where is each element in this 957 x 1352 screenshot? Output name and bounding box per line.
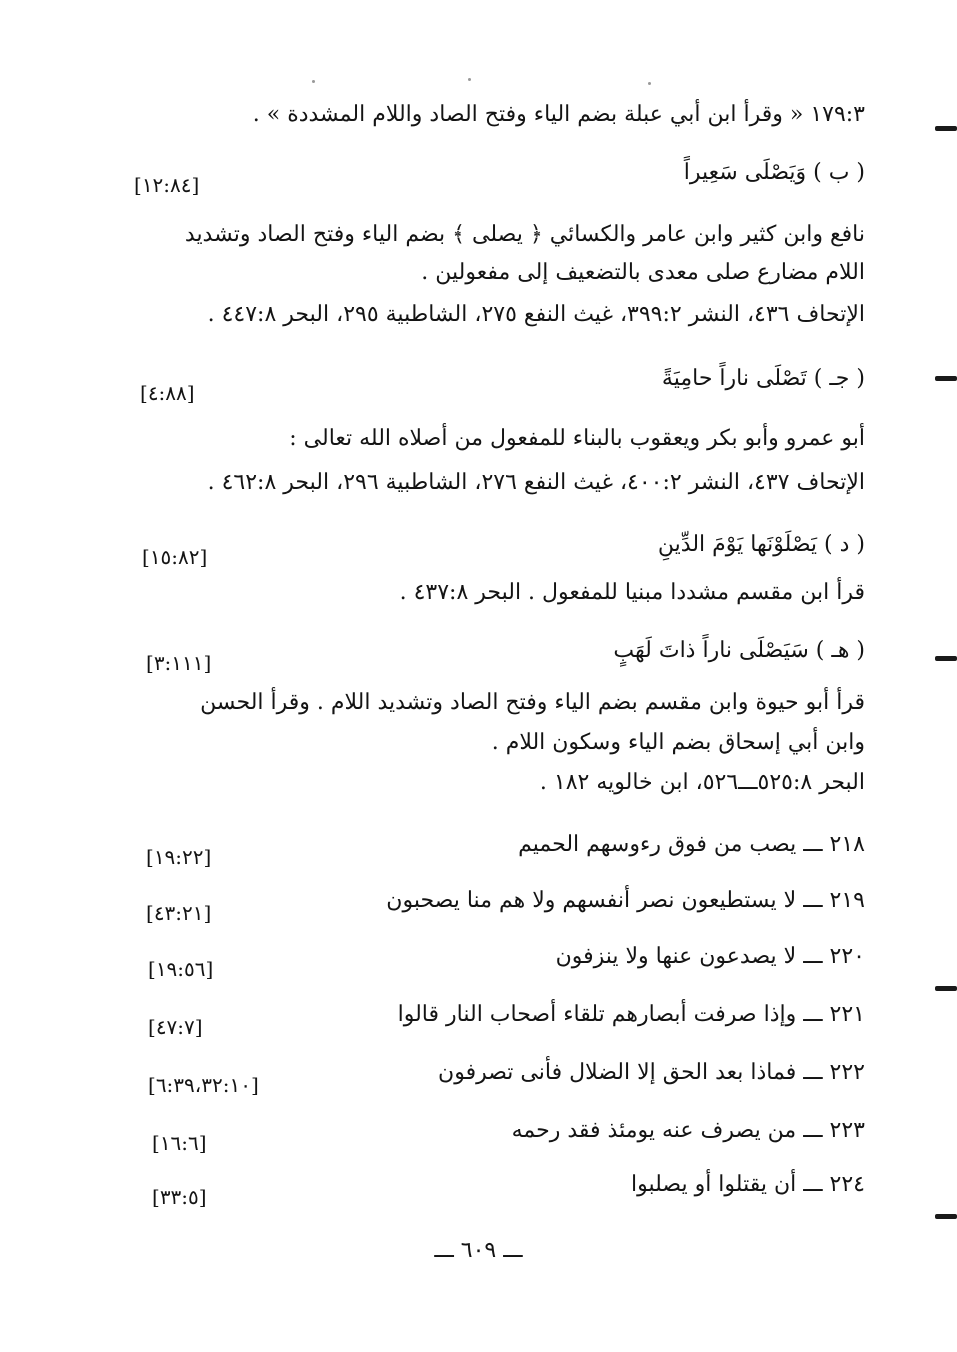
entry-text: ٢٢٤ ـــ أن يقتلوا أو يصلبوا	[630, 1172, 865, 1197]
section-h-text-1: قرأ أبو حيوة وابن مقسم بضم الياء وفتح الصاد وتشديد اللام . وقرأ الحسن	[200, 690, 865, 715]
scan-edge-mark	[935, 376, 957, 381]
scan-speck	[312, 80, 315, 83]
section-c-heading: ( جـ ) تَصْلَى ناراً حامِيَةً	[661, 366, 865, 391]
entry-ref: [٦:٣٩،٣٢:١٠]	[148, 1073, 259, 1097]
section-h-sources: البحر ٥٢٥:٨ـــ٥٢٦، ابن خالويه ١٨٢ .	[539, 770, 865, 795]
section-c-text-1: أبو عمرو وأبو بكر ويعقوب بالبناء للمفعول من أصلاه الله تعالى :	[289, 426, 865, 451]
section-d-ref: [١٥:٨٢]	[142, 545, 208, 569]
section-b-sources: الإتحاف ٤٣٦، النشر ٣٩٩:٢، غيث النفع ٢٧٥، الشاطبية ٢٩٥، البحر ٤٤٧:٨ .	[207, 302, 865, 327]
continuation-line: ١٧٩:٣ « وقرأ ابن أبي عبلة بضم الياء وفتح الصاد واللام المشددة » .	[252, 102, 865, 127]
entry-text: ٢٢٣ ـــ من يصرف عنه يومئذ فقد رحمه	[511, 1118, 865, 1143]
entry-ref: [١٦:٦]	[152, 1131, 207, 1155]
scan-edge-mark	[935, 656, 957, 661]
page-number: ـــ ٦٠٩ ـــ	[434, 1238, 523, 1263]
scan-edge-mark	[935, 1214, 957, 1219]
entry-text: ٢٢٠ ـــ لا يصدعون عنها ولا ينزفون	[555, 944, 865, 969]
entry-ref: [١٩:٥٦]	[148, 957, 214, 981]
scan-edge-mark	[935, 126, 957, 131]
section-b-ref: [١٢:٨٤]	[134, 173, 200, 197]
section-h-text-2: وابن أبي إسحاق بضم الياء وسكون اللام .	[491, 730, 865, 755]
section-d-text-1: قرأ ابن مقسم مشددا مبنيا للمفعول . البحر ٤٣٧:٨ .	[399, 580, 865, 605]
section-b-heading: ( ب ) وَيَصْلَى سَعِيراً	[683, 160, 865, 185]
entry-text: ٢٢٢ ـــ فماذا بعد الحق إلا الضلال فأنى تصرفون	[438, 1060, 865, 1085]
entry-text: ٢١٩ ـــ لا يستطيعون نصر أنفسهم ولا هم منا يصحبون	[386, 888, 865, 913]
section-b-text-2: اللام مضارع صلى معدى بالتضعيف إلى مفعولين .	[421, 260, 865, 285]
entry-ref: [٣٣:٥]	[152, 1185, 207, 1209]
entry-ref: [١٩:٢٢]	[146, 845, 212, 869]
entry-ref: [٤٣:٢١]	[146, 901, 212, 925]
entry-text: ٢١٨ ـــ يصب من فوق رءوسهم الحميم	[518, 832, 865, 857]
entry-ref: [٤٧:٧]	[148, 1015, 203, 1039]
section-c-sources: الإتحاف ٤٣٧، النشر ٤٠٠:٢، غيث النفع ٢٧٦، الشاطبية ٢٩٦، البحر ٤٦٢:٨ .	[207, 470, 865, 495]
scan-speck	[468, 78, 471, 81]
section-c-ref: [٤:٨٨]	[140, 381, 195, 405]
section-h-heading: ( هـ ) سَيَصْلَى ناراً ذاتَ لَهَبٍ	[613, 638, 865, 663]
section-b-text-1: نافع وابن كثير وابن عامر والكسائي ﴿ يصلى ﴾ بضم الياء وفتح الصاد وتشديد	[184, 222, 865, 247]
section-d-heading: ( د ) يَصْلَوْنَها يَوْمَ الدِّينِ	[657, 532, 865, 557]
scan-edge-mark	[935, 986, 957, 991]
scan-speck	[648, 82, 651, 85]
section-h-ref: [٣:١١١]	[146, 651, 212, 675]
entry-text: ٢٢١ ـــ وإذا صرفت أبصارهم تلقاء أصحاب النار قالوا	[397, 1002, 865, 1027]
